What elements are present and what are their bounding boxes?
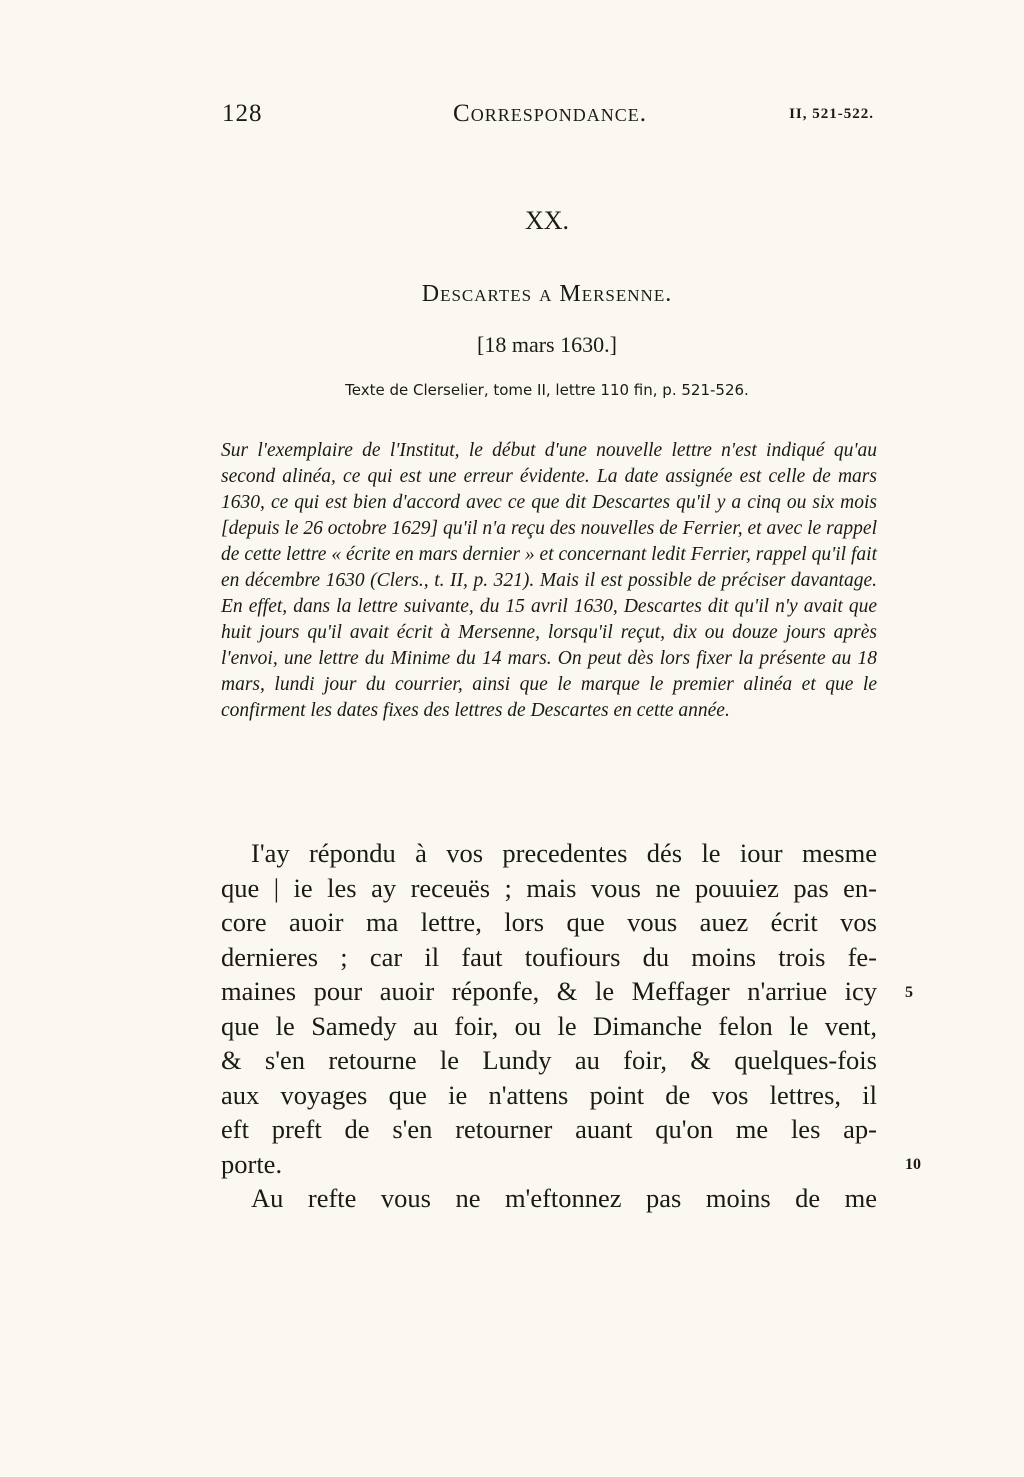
body-line: Au refte vous ne m'eftonnez pas moins de me	[251, 1183, 877, 1213]
body-line: dernieres ; car il faut toufiours du moins trois fe-	[221, 941, 877, 972]
body-line: maines pour auoir réponfe, & le Meffager n'arriue icy	[221, 976, 877, 1006]
body-line: que | ie les ay receuës ; mais vous ne pouuiez pas en-	[221, 872, 877, 903]
letter-heading: Descartes a Mersenne.	[421, 281, 673, 307]
body-line: que le Samedy au foir, ou le Dimanche felon le vent,	[221, 1010, 877, 1041]
line-number-10: 10	[905, 1156, 921, 1173]
source-reference: II, 521-522.	[789, 106, 874, 122]
line-number-5: 5	[905, 984, 913, 1001]
letter-body	[221, 836, 877, 1216]
letter-number: XX.	[524, 206, 570, 235]
body-line: porte.	[221, 1148, 283, 1179]
text-source: Texte de Clerselier, tome II, lettre 110 fin, p. 521-526.	[345, 381, 749, 399]
running-head	[222, 98, 878, 134]
body-line: eft preft de s'en retourner auant qu'on me les ap-	[221, 1114, 877, 1144]
page-number: 128	[222, 100, 263, 127]
letter-date: [18 mars 1630.]	[477, 332, 617, 357]
running-title: Correspondance.	[453, 100, 647, 127]
body-line: core auoir ma lettre, lors que vous auez écrit vos	[221, 907, 877, 937]
body-line: aux voyages que ie n'attens point de vos lettres, il	[221, 1079, 877, 1110]
body-line: & s'en retourne le Lundy au foir, & quelques-fois	[221, 1045, 877, 1075]
body-line: I'ay répondu à vos precedentes dés le iour mesme	[251, 838, 877, 868]
editorial-note: Sur l'exemplaire de l'Institut, le début d'une nouvelle lettre n'est indiqué qu'au second alinéa, ce qui est une erreur évidente. La date assignée est celle de mars 1630, ce qui est bien d'accord avec ce que dit Descartes qu'il y a cinq ou six mois [depuis le 26 octobre 1629] qu'il n'a reçu des nouvelles de Ferrier, et avec le rappel de cette lettre « écrite en mars dernier » et concernant ledit Ferrier, rappel qu'il fait en décembre 1630 (Clers., t. II, p. 321). Mais il est possible de préciser davantage. En effet, dans la lettre suivante, du 15 avril 1630, Descartes dit qu'il n'y avait que huit jours qu'il avait écrit à Mersenne, lorsqu'il reçut, dix ou douze jours après l'envoi, une lettre du Minime du 14 mars. On peut dès lors fixer la présente au 18 mars, lundi jour du courrier, ainsi que le marque le premier alinéa et que le confirment les dates fixes des lettres de Descartes en cette année.	[221, 440, 877, 721]
